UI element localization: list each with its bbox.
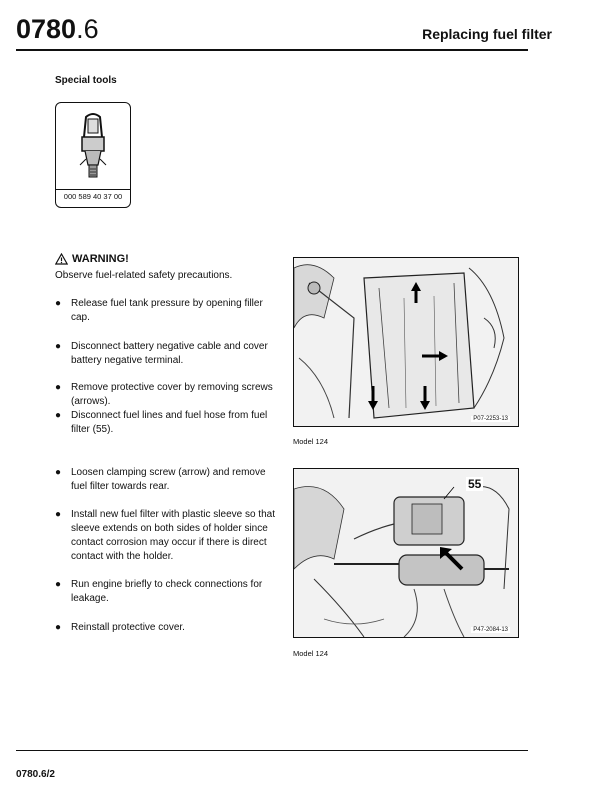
warning-triangle-icon bbox=[55, 253, 68, 265]
figure-fuel-filter bbox=[293, 468, 519, 638]
bullet-icon: ● bbox=[55, 509, 62, 520]
tool-divider bbox=[56, 189, 130, 190]
warning-heading: WARNING! bbox=[55, 253, 129, 265]
page-title: Replacing fuel filter bbox=[422, 26, 552, 42]
footer-rule bbox=[16, 750, 528, 751]
figure-code: P47-2084-13 bbox=[473, 627, 508, 633]
figure-protective-cover bbox=[293, 257, 519, 427]
bullet-icon: ● bbox=[55, 467, 62, 478]
header-rule bbox=[16, 49, 528, 51]
figure-caption: Model 124 bbox=[293, 649, 329, 658]
warning-text: Observe fuel-related safety precautions. bbox=[55, 270, 233, 281]
callout-label: 55 bbox=[468, 477, 482, 491]
bullet-icon: ● bbox=[55, 622, 62, 633]
bullet-icon: ● bbox=[55, 341, 62, 352]
special-tool-card bbox=[55, 102, 131, 208]
fuel-filter-illustration bbox=[294, 469, 518, 637]
page-number: 0780.6/2 bbox=[16, 769, 55, 780]
section-number: 0780.6 bbox=[16, 14, 99, 44]
bullet-icon: ● bbox=[55, 382, 62, 393]
figure-code: P07-2253-13 bbox=[473, 416, 508, 422]
protective-cover-illustration bbox=[294, 258, 518, 426]
bullet-icon: ● bbox=[55, 579, 62, 590]
bullet-icon: ● bbox=[55, 410, 62, 421]
figure-caption: Model 124 bbox=[293, 437, 329, 446]
special-tools-heading: Special tools bbox=[55, 75, 117, 86]
bullet-icon: ● bbox=[55, 298, 62, 309]
tool-part-number: 000 589 40 37 00 bbox=[63, 192, 123, 201]
socket-tool-icon bbox=[68, 107, 118, 187]
